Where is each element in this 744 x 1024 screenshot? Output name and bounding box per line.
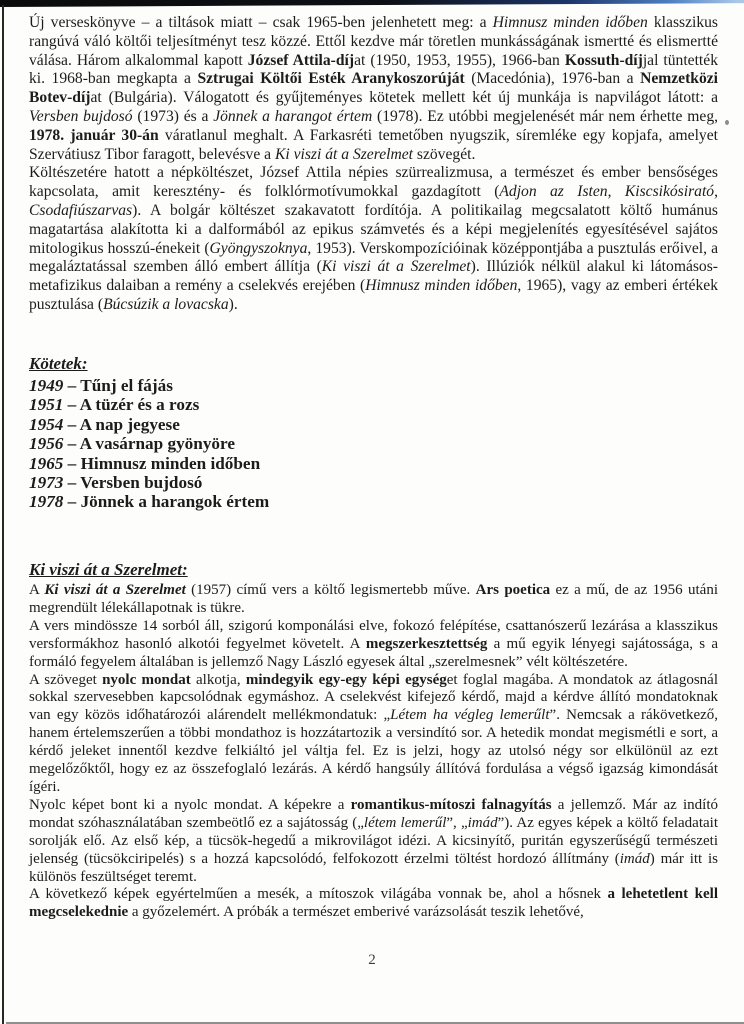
text-run: A (29, 582, 45, 598)
text-run: Gyöngyszoknya (209, 239, 308, 257)
text-run: (1973) és a (132, 107, 214, 125)
text-run: Ki viszi át a Szerelmet (321, 258, 471, 276)
text-run: (1978). Ez utóbbi megjelenését már nem érhette meg, (372, 107, 719, 125)
text-run: , 1965), vagy az emberi értékek pusztulása ( (29, 277, 718, 313)
text-run: ez a mű, de az 1956 utáni megrendült lélekállapotnak is tükre. (29, 582, 718, 616)
volume-title: Himnusz minden időben (80, 453, 261, 473)
text-run: a lehetetlent kell megcselekednie (29, 886, 718, 921)
volume-separator: – (63, 492, 81, 512)
text-run: szövegét. (413, 145, 476, 163)
text-run: Új verseskönyve – a tiltások miatt – csak 1965-ben jelenhetett meg: a (29, 14, 493, 31)
text-run: Himnusz minden időben (365, 277, 518, 295)
text-run: váratlanul meghalt. A Farkasréti temetőben nyugszik, síremléke egy kopjafa, amelyet Szervátiusz Tibor faragott, belevésve a (29, 126, 718, 163)
scan-artifact-speck (725, 120, 729, 125)
text-run: Nemzetközi Botev-díj (29, 70, 718, 107)
analysis-heading: Ki viszi át a Szerelmet: (29, 560, 188, 579)
volume-item (29, 492, 718, 511)
volume-year: 1973 (29, 473, 64, 493)
text-run: alkotja, (190, 671, 246, 688)
volume-list (29, 376, 718, 512)
text-run: at (Bulgária). Válogatott és gyűjteményes kötetek mellett két új munkája is napvilágot látott: a (90, 89, 718, 107)
text-run: et foglal magába. A mondatok az átlagosnál sokkal szervesebben kapcsolódnak egymáshoz. A cselekvést kifejező kérdő, majd a kérdve állító mondatoknak van egy közös időhatározói alárendelt mellékmondatuk: „ (29, 671, 718, 724)
volume-title: Versben bujdosó (80, 473, 203, 493)
volume-year: 1954 (29, 414, 64, 434)
volume-year: 1949 (29, 376, 64, 395)
volume-separator: – (63, 453, 81, 473)
text-run: romantikus-mítoszi falnagyítás (350, 796, 552, 813)
volume-item (29, 376, 718, 395)
analysis-paragraph-images (29, 797, 718, 887)
text-run: (1957) című vers a költő legismertebb műve. (185, 582, 476, 598)
intro-section (29, 14, 718, 315)
volume-separator: – (63, 434, 80, 454)
volume-year: 1965 (29, 453, 64, 473)
text-run: Adjon az Isten (499, 183, 608, 201)
text-run: nyolc mondat (102, 671, 191, 688)
volume-item (29, 395, 718, 414)
text-run: ). Illúziók nélkül alakul ki látomásos-metafizikus dalaiban a remény a cselekvés erejében ( (29, 258, 718, 295)
scan-artifact-top-edge (0, 0, 744, 7)
text-run: Ki viszi át a Szerelmet (44, 582, 186, 598)
text-run: Versben bujdosó (29, 107, 133, 125)
text-run: A szöveget (29, 671, 103, 688)
text-run: létem lemerűl (363, 814, 447, 831)
volume-separator: – (63, 376, 81, 395)
text-run: , (607, 183, 625, 201)
text-run: ”, „ (446, 814, 468, 831)
text-run: (Macedónia), 1976-ban a (464, 70, 641, 88)
text-run: Létem ha végleg lemerűlt (390, 707, 550, 724)
intro-paragraph-biography (29, 14, 718, 164)
text-run: imád (467, 814, 498, 831)
text-run: Ars poetica (475, 582, 551, 598)
text-run: , 1953). Verskompozícióinak középpontjába a pusztulás erőivel, a megaláztatással szemben álló embert állítja ( (29, 239, 718, 276)
text-run: Kossuth-díj (564, 51, 643, 69)
volume-item (29, 473, 718, 492)
text-run: Himnusz minden időben (492, 14, 648, 31)
text-run: Sztrugai Költői Esték Aranykoszorúját (197, 70, 465, 88)
text-run: A vers mindössze 14 sorból áll, szigorú komponálási elve, fokozó felépítése, csattanószerű lezárása a klasszikus versformákhoz hasonló alkotói fegyelmet követelt. A (29, 617, 718, 652)
text-run: Kiscsikósirató (624, 183, 715, 201)
text-run: ) már itt is különös feszültséget teremt. (29, 850, 719, 885)
text-run: Ki viszi át a Szerelmet (274, 145, 413, 163)
text-run: A következő képek egyértelműen a mesék, a mítoszok világába vonnak be, ahol a hősnek (29, 886, 608, 903)
volume-title: Tűnj el fájás (80, 376, 173, 395)
volume-year: 1978 (29, 492, 64, 512)
volume-item (29, 454, 718, 473)
text-run: Nyolc képet bont ki a nyolc mondat. A képekre a (29, 796, 351, 813)
volumes-heading: Kötetek: (29, 354, 88, 373)
text-run: Búcsúzik a lovacska (103, 295, 229, 313)
volumes-section (29, 354, 718, 512)
text-run: imád (619, 850, 650, 867)
text-run: jal tüntették ki. 1968-ban megkapta a (29, 51, 718, 88)
text-run: ). (228, 295, 238, 313)
analysis-paragraph-structure (29, 618, 718, 672)
text-run: , (714, 183, 718, 201)
page-number: 2 (368, 952, 376, 968)
analysis-paragraph-myth (29, 886, 718, 922)
scan-artifact-left-edge (2, 5, 4, 1024)
analysis-section (29, 560, 718, 922)
text-run: a mű egyik lényegi sajátossága, s a formáló fegyelem általában is jellemző Nagy László egyesek által „szerelmesnek” vélt költészetére. (29, 635, 718, 670)
text-run: József Attila-díj (247, 51, 355, 69)
volume-separator: – (63, 473, 81, 493)
volume-title: A tüzér és a rozs (79, 395, 200, 415)
text-run: Költészetére hatott a népköltészet, József Attila népies szürrealizmusa, a természet és ember bensőséges kapcsolata, amit keresztény- és folklórmotívumokkal gazdagított ( (29, 164, 718, 201)
text-run: 1978. január 30-án (29, 126, 159, 144)
text-run: ”). Az egyes képek a költő feladatait sorolják elő. Az első kép, a tücsök-hegedű a mikrovilágot idézi. A kicsinyítő, puritán egyszerűségű természeti jelenség (tücsökciripelés) s a hozzá kapcsolódó, felfokozott érzelmi töltést hordozó állítmány ( (29, 814, 718, 867)
analysis-paragraph-sentences (29, 672, 718, 797)
text-run: Jönnek a harangot értem (213, 107, 373, 125)
volume-title: A vasárnap gyönyöre (79, 434, 235, 454)
volume-title: A nap jegyese (79, 414, 180, 434)
text-run: ). A bolgár költészet szakavatott fordítója. A politikailag megcsalatott költő humánus magatartása alakította ki a dalformából az epikus számvetés és a képi megjelenítés egyesítésével sajátos mitologikus hosszú-énekeit ( (29, 201, 718, 257)
text-run: Csodafiúszarvas (29, 201, 133, 219)
analysis-paragraph-ars-poetica (29, 582, 718, 618)
volume-title: Jönnek a harangok értem (80, 492, 270, 512)
text-run: mindegyik egy-egy képi egység (245, 671, 447, 688)
text-run: at (1950, 1953, 1955), 1966-ban (354, 51, 565, 69)
volume-year: 1951 (29, 395, 64, 415)
text-run: megszerkesztettség (365, 635, 488, 652)
text-run: ”. Nemcsak a rákövetkező, hanem értelemszerűen a többi mondathoz is hozzátartozik a versindító sor. A hetedik mondat megismétli e sort, a kérdő jeleket innentől kezdve felkiáltó jel váltja fel. Ez is jelzi, hogy az utolsó négy sor elkülönül az ezt megelőzőktől, hogy ez az összefoglaló lezárás. A kérdő hangsúly állítóvá fordulása a végső igazság kimondását ígéri. (29, 707, 719, 795)
intro-paragraph-poetics (29, 164, 718, 314)
text-run: a jellemző. Már az indító mondat szóhasználatában szembeötlő ez a sajátosság („ (29, 796, 718, 831)
volume-separator: – (63, 395, 80, 415)
volume-year: 1956 (29, 434, 64, 454)
volume-item (29, 434, 718, 453)
text-run: klasszikus rangúvá váló költői teljesítményt tesz közzé. Ettől kezdve már töretlen munkásságának ismertté és elismertté válása. Három alkalommal kapott (29, 14, 718, 69)
volume-separator: – (63, 414, 80, 434)
volume-item (29, 415, 718, 434)
text-run: a győzelemért. A próbák a természet emberivé varázsolását teszik lehetővé, (128, 904, 584, 921)
